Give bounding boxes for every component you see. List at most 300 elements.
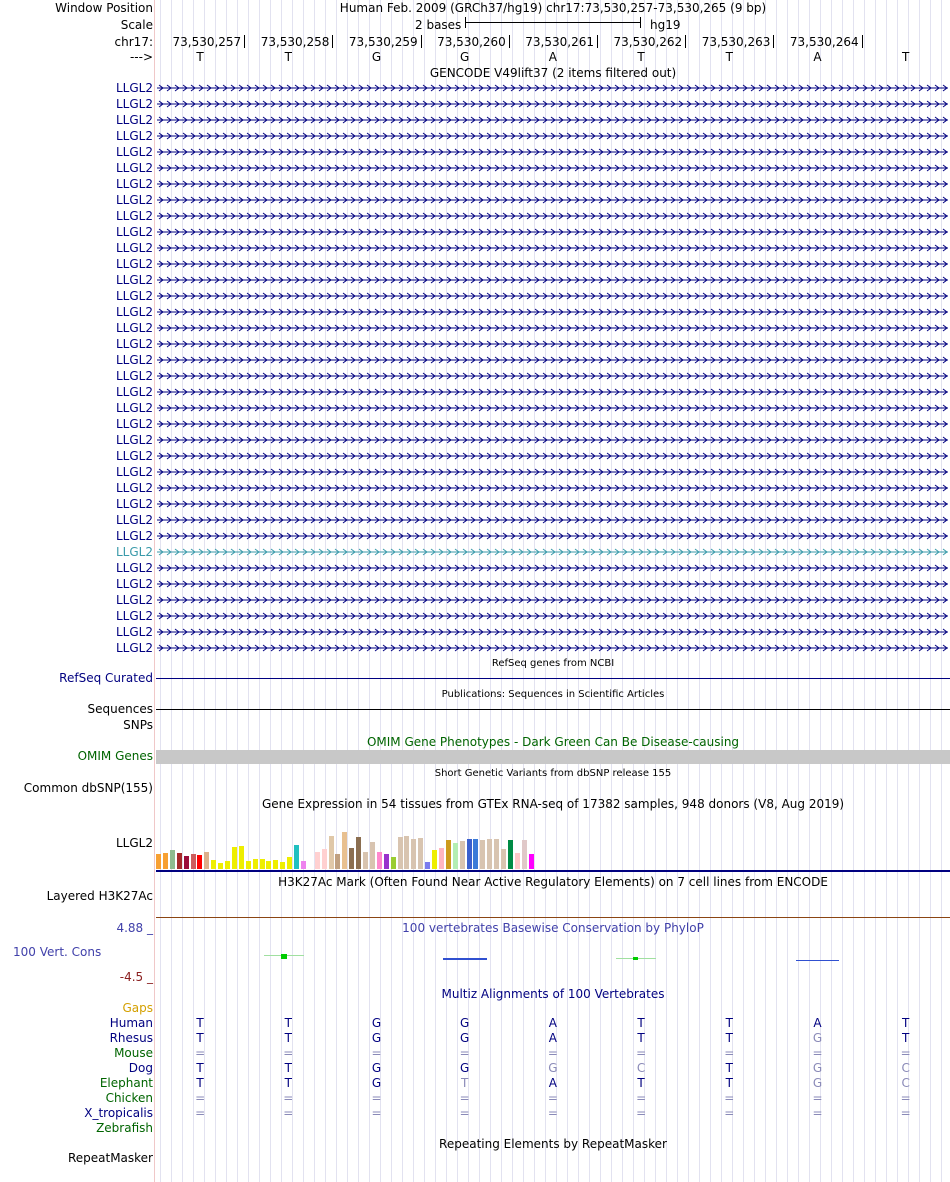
- grid-line: [600, 0, 601, 1182]
- gtex-tissue-bar[interactable]: [370, 842, 375, 869]
- gencode-transcript-label[interactable]: LLGL2: [116, 449, 153, 463]
- gtex-tissue-bar[interactable]: [522, 840, 527, 869]
- multiz-aligned-base: T: [725, 1016, 733, 1030]
- multiz-aligned-base: =: [724, 1091, 735, 1105]
- gtex-tissue-bar[interactable]: [439, 848, 444, 869]
- gencode-transcript-intron[interactable]: [157, 164, 948, 172]
- gencode-transcript-label[interactable]: LLGL2: [116, 257, 153, 271]
- omim-track-label[interactable]: OMIM Genes: [77, 749, 153, 763]
- gtex-tissue-bar[interactable]: [287, 857, 292, 869]
- gencode-transcript-label[interactable]: LLGL2: [116, 561, 153, 575]
- multiz-species-label[interactable]: Dog: [128, 1061, 153, 1075]
- gtex-tissue-bar[interactable]: [425, 862, 430, 869]
- grid-line: [589, 0, 590, 1182]
- gencode-transcript-label[interactable]: LLGL2: [116, 113, 153, 127]
- grid-line: [732, 0, 733, 1182]
- gencode-transcript-intron[interactable]: [157, 148, 948, 156]
- gtex-tissue-bar[interactable]: [384, 854, 389, 869]
- grid-line: [864, 0, 865, 1182]
- gtex-tissue-bar[interactable]: [473, 839, 478, 869]
- multiz-aligned-base: =: [900, 1046, 911, 1060]
- gencode-transcript-intron[interactable]: [157, 532, 948, 540]
- grid-line: [644, 0, 645, 1182]
- sequences-track-label[interactable]: Sequences: [87, 702, 153, 716]
- grid-line: [842, 0, 843, 1182]
- multiz-aligned-base: T: [637, 1016, 645, 1030]
- reference-base: G: [460, 50, 470, 64]
- phylop-min-label: -4.5 _: [119, 970, 153, 984]
- gencode-transcript-intron[interactable]: [157, 84, 948, 92]
- multiz-aligned-base: =: [812, 1106, 823, 1120]
- ruler-tick: [597, 35, 598, 48]
- gencode-transcript-label[interactable]: LLGL2: [116, 177, 153, 191]
- multiz-aligned-base: =: [459, 1091, 470, 1105]
- gencode-transcript-label[interactable]: LLGL2: [116, 401, 153, 415]
- grid-line: [369, 0, 370, 1182]
- dbsnp-track-label[interactable]: Common dbSNP(155): [23, 781, 153, 795]
- grid-line: [743, 0, 744, 1182]
- gtex-tissue-bar[interactable]: [377, 852, 382, 869]
- refseq-gene-line[interactable]: [156, 678, 950, 679]
- ruler-position: 73,530,262: [613, 35, 683, 49]
- gtex-tissue-bar[interactable]: [487, 839, 492, 869]
- multiz-species-label[interactable]: Human: [109, 1016, 153, 1030]
- snps-track-label[interactable]: SNPs: [123, 718, 153, 732]
- ruler-position: 73,530,257: [172, 35, 242, 49]
- grid-line: [897, 0, 898, 1182]
- grid-line: [534, 0, 535, 1182]
- gencode-transcript-intron[interactable]: [157, 260, 948, 268]
- grid-line: [809, 0, 810, 1182]
- gtex-tissue-bar[interactable]: [156, 854, 161, 869]
- gencode-transcript-label[interactable]: LLGL2: [116, 497, 153, 511]
- multiz-aligned-base: =: [900, 1091, 911, 1105]
- grid-line: [666, 0, 667, 1182]
- multiz-aligned-base: G: [460, 1016, 470, 1030]
- multiz-species-label[interactable]: Mouse: [114, 1046, 153, 1060]
- scale-db-text: hg19: [650, 18, 681, 32]
- grid-line: [567, 0, 568, 1182]
- gtex-tissue-bar[interactable]: [170, 850, 175, 869]
- grid-line: [941, 0, 942, 1182]
- grid-line: [886, 0, 887, 1182]
- gtex-tissue-bar[interactable]: [253, 859, 258, 869]
- gencode-transcript-intron[interactable]: [157, 628, 948, 636]
- multiz-aligned-base: G: [371, 1031, 382, 1045]
- gtex-tissue-bar[interactable]: [515, 853, 520, 869]
- multiz-aligned-base: A: [548, 1076, 557, 1090]
- gtex-tissue-bar[interactable]: [225, 861, 230, 869]
- multiz-aligned-base: =: [459, 1106, 470, 1120]
- gtex-tissue-bar[interactable]: [184, 856, 189, 869]
- gencode-transcript-label[interactable]: LLGL2: [116, 145, 153, 159]
- multiz-species-label[interactable]: X_tropicalis: [84, 1106, 153, 1120]
- gtex-tissue-bar[interactable]: [349, 848, 354, 869]
- gtex-tissue-bar[interactable]: [197, 855, 202, 869]
- ruler-tick: [685, 35, 686, 48]
- multiz-species-label[interactable]: Chicken: [105, 1091, 153, 1105]
- grid-line: [215, 0, 216, 1182]
- gencode-transcript-intron[interactable]: [157, 244, 948, 252]
- gencode-transcript-intron[interactable]: [157, 276, 948, 284]
- gencode-transcript-intron[interactable]: [157, 500, 948, 508]
- gtex-tissue-bar[interactable]: [232, 847, 237, 869]
- grid-line: [820, 0, 821, 1182]
- ruler-tick: [773, 35, 774, 48]
- multiz-aligned-base: G: [812, 1031, 823, 1045]
- multiz-aligned-base: T: [637, 1076, 645, 1090]
- gtex-tissue-bar[interactable]: [266, 861, 271, 869]
- label-separator: [154, 0, 155, 1182]
- gencode-transcript-intron[interactable]: [157, 388, 948, 396]
- phylop-track-title[interactable]: 100 vertebrates Basewise Conservation by PhyloP: [402, 921, 704, 935]
- multiz-aligned-base: =: [812, 1091, 823, 1105]
- gtex-tissue-bar[interactable]: [315, 852, 320, 869]
- multiz-aligned-base: T: [725, 1076, 733, 1090]
- gencode-transcript-label[interactable]: LLGL2: [116, 241, 153, 255]
- ruler-tick: [244, 35, 245, 48]
- multiz-aligned-base: =: [812, 1046, 823, 1060]
- gtex-tissue-bar[interactable]: [260, 859, 265, 869]
- grid-line: [347, 0, 348, 1182]
- multiz-aligned-base: A: [813, 1016, 822, 1030]
- sequences-line[interactable]: [156, 709, 950, 710]
- ruler-position: 73,530,259: [348, 35, 418, 49]
- multiz-aligned-base: =: [724, 1106, 735, 1120]
- grid-line: [523, 0, 524, 1182]
- gencode-transcript-label[interactable]: LLGL2: [116, 273, 153, 287]
- gencode-transcript-intron[interactable]: [157, 292, 948, 300]
- refseq-track-title[interactable]: RefSeq genes from NCBI: [491, 658, 615, 669]
- publications-track-title[interactable]: Publications: Sequences in Scientific Articles: [441, 689, 665, 700]
- grid-line: [633, 0, 634, 1182]
- grid-line: [171, 0, 172, 1182]
- gencode-transcript-intron[interactable]: [157, 308, 948, 316]
- multiz-aligned-base: T: [196, 1061, 204, 1075]
- gtex-tissue-bar[interactable]: [204, 852, 209, 869]
- gencode-transcript-label[interactable]: LLGL2: [116, 417, 153, 431]
- grid-line: [677, 0, 678, 1182]
- multiz-aligned-base: T: [284, 1061, 292, 1075]
- grid-line: [435, 0, 436, 1182]
- gencode-transcript-intron[interactable]: [157, 356, 948, 364]
- gtex-tissue-bar[interactable]: [246, 861, 251, 869]
- reference-base: T: [725, 50, 733, 64]
- gencode-track-title[interactable]: GENCODE V49lift37 (2 items filtered out): [429, 66, 677, 80]
- gtex-tissue-bar[interactable]: [467, 839, 472, 869]
- gencode-transcript-intron[interactable]: [157, 372, 948, 380]
- gencode-transcript-intron[interactable]: [157, 196, 948, 204]
- gtex-tissue-bar[interactable]: [529, 854, 534, 869]
- multiz-aligned-base: T: [284, 1031, 292, 1045]
- gencode-transcript-label[interactable]: LLGL2: [116, 337, 153, 351]
- grid-line: [402, 0, 403, 1182]
- gencode-transcript-intron[interactable]: [157, 324, 948, 332]
- gtex-tissue-bar[interactable]: [342, 832, 347, 869]
- gencode-transcript-label[interactable]: LLGL2: [116, 513, 153, 527]
- reference-base: G: [371, 50, 382, 64]
- grid-line: [248, 0, 249, 1182]
- dbsnp-track-title[interactable]: Short Genetic Variants from dbSNP release 155: [434, 768, 672, 779]
- grid-line: [160, 0, 161, 1182]
- ruler-position: 73,530,258: [260, 35, 330, 49]
- multiz-aligned-base: T: [284, 1016, 292, 1030]
- gtex-tissue-bar[interactable]: [453, 843, 458, 869]
- reference-base: A: [813, 50, 822, 64]
- grid-line: [336, 0, 337, 1182]
- gencode-transcript-intron[interactable]: [157, 564, 948, 572]
- gaps-label[interactable]: Gaps: [122, 1001, 153, 1015]
- gencode-transcript-label[interactable]: LLGL2: [116, 593, 153, 607]
- multiz-species-label[interactable]: Zebrafish: [96, 1121, 153, 1135]
- gencode-transcript-intron[interactable]: [157, 612, 948, 620]
- multiz-aligned-base: =: [283, 1091, 294, 1105]
- gtex-tissue-bar[interactable]: [398, 837, 403, 869]
- gtex-tissue-bar[interactable]: [460, 841, 465, 869]
- gtex-tissue-bar[interactable]: [177, 853, 182, 869]
- gtex-tissue-bar[interactable]: [356, 837, 361, 869]
- gencode-transcript-label[interactable]: LLGL2: [116, 321, 153, 335]
- ruler-tick: [862, 35, 863, 48]
- gtex-track-label[interactable]: LLGL2: [116, 836, 153, 850]
- gencode-transcript-intron[interactable]: [157, 132, 948, 140]
- gtex-tissue-bar[interactable]: [335, 854, 340, 869]
- multiz-aligned-base: =: [547, 1046, 558, 1060]
- gencode-transcript-intron[interactable]: [157, 580, 948, 588]
- gtex-tissue-bar[interactable]: [218, 863, 223, 869]
- gencode-transcript-label[interactable]: LLGL2: [116, 225, 153, 239]
- h3k27ac-track-title[interactable]: H3K27Ac Mark (Often Found Near Active Regulatory Elements) on 7 cell lines from ENCODE: [278, 875, 828, 889]
- multiz-aligned-base: T: [725, 1031, 733, 1045]
- grid-line: [259, 0, 260, 1182]
- gtex-tissue-bar[interactable]: [280, 862, 285, 869]
- grid-line: [721, 0, 722, 1182]
- phylop-track-label[interactable]: 100 Vert. Cons: [13, 945, 102, 959]
- multiz-aligned-base: T: [902, 1031, 910, 1045]
- grid-line: [413, 0, 414, 1182]
- gencode-transcript-label[interactable]: LLGL2: [116, 289, 153, 303]
- grid-line: [270, 0, 271, 1182]
- multiz-aligned-base: A: [548, 1031, 557, 1045]
- ruler-position: 73,530,260: [437, 35, 506, 49]
- multiz-aligned-base: T: [196, 1076, 204, 1090]
- grid-line: [446, 0, 447, 1182]
- grid-line: [787, 0, 788, 1182]
- h3k27ac-track-label[interactable]: Layered H3K27Ac: [46, 889, 153, 903]
- grid-line: [875, 0, 876, 1182]
- gtex-tissue-bar[interactable]: [494, 839, 499, 869]
- grid-line: [182, 0, 183, 1182]
- grid-line: [391, 0, 392, 1182]
- gtex-track-title[interactable]: Gene Expression in 54 tissues from GTEx RNA-seq of 17382 samples, 948 donors (V8, Aug 2019): [261, 797, 845, 811]
- grid-line: [798, 0, 799, 1182]
- multiz-aligned-base: =: [900, 1106, 911, 1120]
- gencode-transcript-label[interactable]: LLGL2: [116, 305, 153, 319]
- reference-base: T: [637, 50, 645, 64]
- gencode-transcript-intron[interactable]: [157, 596, 948, 604]
- gtex-baseline: [156, 870, 950, 872]
- gencode-transcript-label[interactable]: LLGL2: [116, 609, 153, 623]
- gtex-tissue-bar[interactable]: [404, 836, 409, 869]
- omim-track-title[interactable]: OMIM Gene Phenotypes - Dark Green Can Be Disease-causing: [366, 735, 740, 749]
- gencode-transcript-label[interactable]: LLGL2: [116, 369, 153, 383]
- gencode-transcript-intron[interactable]: [157, 340, 948, 348]
- gencode-transcript-intron[interactable]: [157, 228, 948, 236]
- gencode-transcript-label[interactable]: LLGL2: [116, 545, 153, 559]
- scale-bases-text: 2 bases: [415, 18, 462, 32]
- multiz-aligned-base: =: [283, 1106, 294, 1120]
- grid-line: [380, 0, 381, 1182]
- ruler-tick: [332, 35, 333, 48]
- gencode-transcript-intron[interactable]: [157, 468, 948, 476]
- grid-line: [545, 0, 546, 1182]
- grid-line: [908, 0, 909, 1182]
- ruler-tick: [421, 35, 422, 48]
- multiz-aligned-base: =: [371, 1046, 382, 1060]
- grid-line: [688, 0, 689, 1182]
- phylop-max-label: 4.88 _: [116, 921, 153, 935]
- multiz-aligned-base: =: [547, 1106, 558, 1120]
- assembly-position-text: Human Feb. 2009 (GRCh37/hg19) chr17:73,530,257-73,530,265 (9 bp): [339, 1, 767, 15]
- gtex-tissue-bar[interactable]: [446, 840, 451, 869]
- gtex-tissue-bar[interactable]: [363, 852, 368, 869]
- refseq-track-label[interactable]: RefSeq Curated: [59, 671, 153, 685]
- gtex-tissue-bar[interactable]: [329, 836, 334, 869]
- grid-line: [226, 0, 227, 1182]
- gencode-transcript-label[interactable]: LLGL2: [116, 465, 153, 479]
- reference-base: A: [548, 50, 557, 64]
- gencode-transcript-label[interactable]: LLGL2: [116, 353, 153, 367]
- multiz-track-title[interactable]: Multiz Alignments of 100 Vertebrates: [441, 987, 665, 1001]
- reference-base: T: [902, 50, 910, 64]
- grid-line: [193, 0, 194, 1182]
- grid-line: [237, 0, 238, 1182]
- gtex-tissue-bar[interactable]: [191, 854, 196, 869]
- gtex-tissue-bar[interactable]: [411, 839, 416, 869]
- gencode-transcript-label[interactable]: LLGL2: [116, 161, 153, 175]
- grid-line: [776, 0, 777, 1182]
- gencode-transcript-label[interactable]: LLGL2: [116, 97, 153, 111]
- gtex-tissue-bar[interactable]: [480, 840, 485, 869]
- strand-label: --->: [129, 50, 153, 64]
- gtex-tissue-bar[interactable]: [418, 838, 423, 869]
- multiz-aligned-base: =: [547, 1091, 558, 1105]
- gtex-tissue-bar[interactable]: [273, 860, 278, 869]
- gencode-transcript-intron[interactable]: [157, 452, 948, 460]
- grid-line: [930, 0, 931, 1182]
- gencode-transcript-intron[interactable]: [157, 644, 948, 652]
- grid-line: [622, 0, 623, 1182]
- grid-line: [611, 0, 612, 1182]
- gencode-transcript-intron[interactable]: [157, 212, 948, 220]
- gencode-transcript-intron[interactable]: [157, 100, 948, 108]
- grid-line: [501, 0, 502, 1182]
- gencode-transcript-label[interactable]: LLGL2: [116, 481, 153, 495]
- ruler-position: 73,530,261: [525, 35, 594, 49]
- gencode-transcript-label[interactable]: LLGL2: [116, 209, 153, 223]
- gtex-tissue-bar[interactable]: [501, 849, 506, 869]
- multiz-aligned-base: T: [902, 1016, 910, 1030]
- gtex-tissue-bar[interactable]: [322, 849, 327, 869]
- multiz-species-label[interactable]: Elephant: [99, 1076, 153, 1090]
- grid-line: [424, 0, 425, 1182]
- gtex-tissue-bar[interactable]: [239, 846, 244, 869]
- gencode-transcript-intron[interactable]: [157, 420, 948, 428]
- gtex-tissue-bar[interactable]: [211, 860, 216, 869]
- window-position-label: Window Position: [55, 1, 153, 15]
- gencode-transcript-label[interactable]: LLGL2: [116, 433, 153, 447]
- grid-line: [919, 0, 920, 1182]
- multiz-aligned-base: C: [901, 1061, 910, 1075]
- multiz-aligned-base: =: [195, 1046, 206, 1060]
- grid-line: [358, 0, 359, 1182]
- gtex-tissue-bar[interactable]: [508, 840, 513, 869]
- gencode-transcript-label[interactable]: LLGL2: [116, 193, 153, 207]
- repeatmasker-track-title[interactable]: Repeating Elements by RepeatMasker: [439, 1137, 667, 1151]
- gencode-transcript-label[interactable]: LLGL2: [116, 385, 153, 399]
- gencode-transcript-label[interactable]: LLGL2: [116, 81, 153, 95]
- multiz-aligned-base: =: [371, 1106, 382, 1120]
- repeatmasker-track-label[interactable]: RepeatMasker: [67, 1151, 153, 1165]
- gencode-transcript-intron[interactable]: [157, 180, 948, 188]
- gtex-tissue-bar[interactable]: [308, 867, 313, 869]
- omim-gene-bar[interactable]: [156, 750, 950, 764]
- gencode-transcript-intron[interactable]: [157, 548, 948, 556]
- multiz-aligned-base: G: [371, 1016, 382, 1030]
- gtex-tissue-bar[interactable]: [432, 850, 437, 869]
- gtex-tissue-bar[interactable]: [294, 845, 299, 869]
- gencode-transcript-intron[interactable]: [157, 404, 948, 412]
- multiz-aligned-base: G: [812, 1076, 823, 1090]
- chrom-label: chr17:: [114, 35, 153, 49]
- multiz-aligned-base: G: [371, 1061, 382, 1075]
- gtex-tissue-bar[interactable]: [163, 853, 168, 869]
- grid-line: [765, 0, 766, 1182]
- grid-line: [281, 0, 282, 1182]
- grid-line: [292, 0, 293, 1182]
- multiz-aligned-base: A: [548, 1016, 557, 1030]
- ruler-tick: [509, 35, 510, 48]
- gencode-transcript-intron[interactable]: [157, 436, 948, 444]
- grid-line: [325, 0, 326, 1182]
- gencode-transcript-label[interactable]: LLGL2: [116, 641, 153, 655]
- ruler-position: 73,530,263: [701, 35, 771, 49]
- grid-line: [578, 0, 579, 1182]
- gencode-transcript-label[interactable]: LLGL2: [116, 577, 153, 591]
- multiz-aligned-base: C: [636, 1061, 646, 1075]
- multiz-aligned-base: T: [461, 1076, 469, 1090]
- grid-line: [468, 0, 469, 1182]
- multiz-aligned-base: G: [460, 1061, 470, 1075]
- gencode-transcript-label[interactable]: LLGL2: [116, 529, 153, 543]
- gencode-transcript-label[interactable]: LLGL2: [116, 129, 153, 143]
- multiz-aligned-base: =: [283, 1046, 294, 1060]
- gencode-transcript-intron[interactable]: [157, 116, 948, 124]
- gencode-transcript-label[interactable]: LLGL2: [116, 625, 153, 639]
- scale-bar: [465, 22, 641, 23]
- gencode-transcript-intron[interactable]: [157, 484, 948, 492]
- multiz-species-label[interactable]: Rhesus: [109, 1031, 153, 1045]
- gtex-tissue-bar[interactable]: [301, 861, 306, 869]
- gencode-transcript-intron[interactable]: [157, 516, 948, 524]
- multiz-aligned-base: =: [459, 1046, 470, 1060]
- multiz-aligned-base: T: [284, 1076, 292, 1090]
- multiz-aligned-base: G: [460, 1031, 470, 1045]
- multiz-aligned-base: T: [725, 1061, 733, 1075]
- grid-line: [710, 0, 711, 1182]
- grid-line: [479, 0, 480, 1182]
- gtex-tissue-bar[interactable]: [391, 857, 396, 869]
